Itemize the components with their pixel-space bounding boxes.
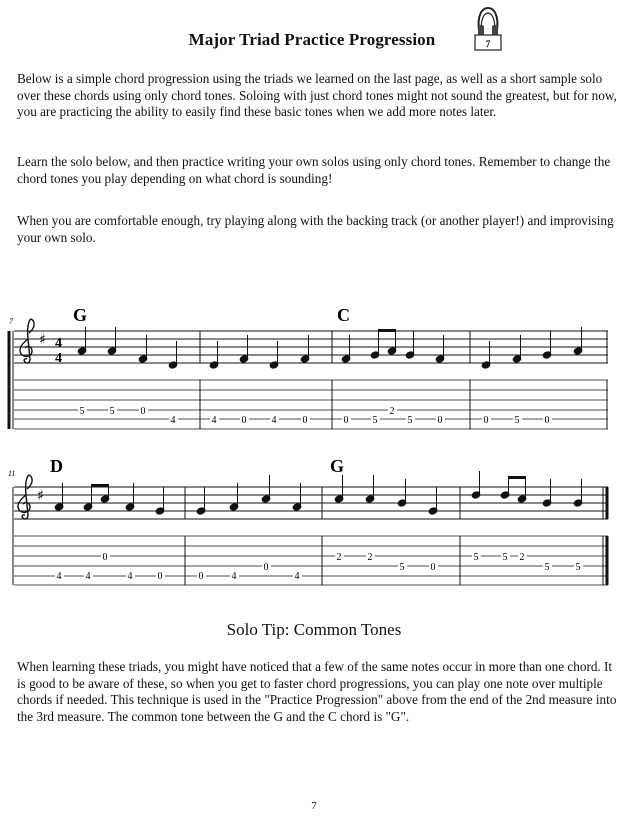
backing-track-paragraph: When you are comfortable enough, try playing along with the backing track (or another player!) and improvising your own solo.	[17, 213, 614, 245]
tab-number: 5	[79, 406, 85, 417]
tab-number: 5	[407, 415, 413, 426]
sharp-icon: ♯	[39, 332, 46, 348]
solo-tip-paragraph: When learning these triads, you might have noticed that a few of the same notes occur in more than one chord. It is good to be aware of these, so when you get to faster chord progressions, you can play one note over multiple chords if needed. This technique is used in the "Practice Progression" above from the end of the 2nd measure into the 3rd measure. The common tone between the G and the C chord is "G".	[17, 659, 617, 724]
tab-numbers-system-2	[55, 552, 583, 582]
time-signature-bottom: 4	[55, 351, 62, 366]
instructions-paragraph: Learn the solo below, and then practice writing your own solos using only chord tones. Remember to change the chord tones you play depending on what chord is sounding!	[17, 154, 611, 186]
tab-number: 0	[302, 415, 308, 426]
tab-number: 4	[85, 571, 91, 582]
tab-number: 0	[430, 562, 436, 573]
tab-number: 4	[231, 571, 237, 582]
system-2	[8, 456, 608, 585]
chord-symbol-g: G	[330, 456, 345, 476]
tab-number: 0	[544, 415, 550, 426]
tab-number: 4	[127, 571, 133, 582]
tab-number: 4	[294, 571, 300, 582]
tab-number: 4	[170, 415, 176, 426]
tab-number: 0	[140, 406, 146, 417]
measure-number-label: 11	[8, 469, 16, 478]
treble-clef-icon	[18, 475, 32, 519]
tab-number: 4	[271, 415, 277, 426]
tab-number: 2	[367, 552, 373, 563]
sharp-icon: ♯	[37, 488, 44, 504]
tab-number: 0	[483, 415, 489, 426]
tab-number: 0	[263, 562, 269, 573]
tab-number: 5	[575, 562, 581, 573]
tab-numbers-system-1	[78, 406, 552, 426]
tab-number: 0	[157, 571, 163, 582]
tab-number: 4	[56, 571, 62, 582]
tab-number: 4	[211, 415, 217, 426]
standard-staff	[14, 487, 608, 519]
treble-clef-icon	[20, 319, 34, 363]
page-number: 7	[311, 800, 317, 812]
chord-symbol-d: D	[50, 456, 63, 476]
tab-number: 2	[389, 406, 395, 417]
page-title-text: Major Triad Practice Progression	[188, 30, 436, 49]
tab-number: 5	[109, 406, 115, 417]
intro-paragraph: Below is a simple chord progression using the triads we learned on the last page, as well as a short sample solo over these chords using only chord tones. Soloing with just chord tones might not sound the greatest, but for now, you are practicing the ability to easily find these basic tones when we add more notes later.	[17, 71, 617, 120]
tab-number: 5	[473, 552, 479, 563]
track-number: 7	[485, 39, 491, 49]
tab-number: 0	[241, 415, 247, 426]
tab-number: 2	[336, 552, 342, 563]
tab-number: 2	[519, 552, 525, 563]
tab-number: 0	[437, 415, 443, 426]
tab-number: 5	[502, 552, 508, 563]
measure-number-label: 7	[9, 317, 13, 326]
tab-number: 5	[544, 562, 550, 573]
time-signature-top: 4	[55, 336, 62, 351]
notes-system-2	[54, 471, 583, 515]
tab-number: 5	[399, 562, 405, 573]
tab-number: 0	[102, 552, 108, 563]
tab-number: 5	[514, 415, 520, 426]
chord-symbol-g: G	[73, 305, 88, 325]
solo-tip-heading: Solo Tip: Common Tones	[226, 620, 402, 639]
system-1	[9, 305, 608, 429]
tab-number: 0	[198, 571, 204, 582]
tab-number: 5	[372, 415, 378, 426]
chord-symbol-c: C	[337, 305, 350, 325]
tab-number: 0	[343, 415, 349, 426]
